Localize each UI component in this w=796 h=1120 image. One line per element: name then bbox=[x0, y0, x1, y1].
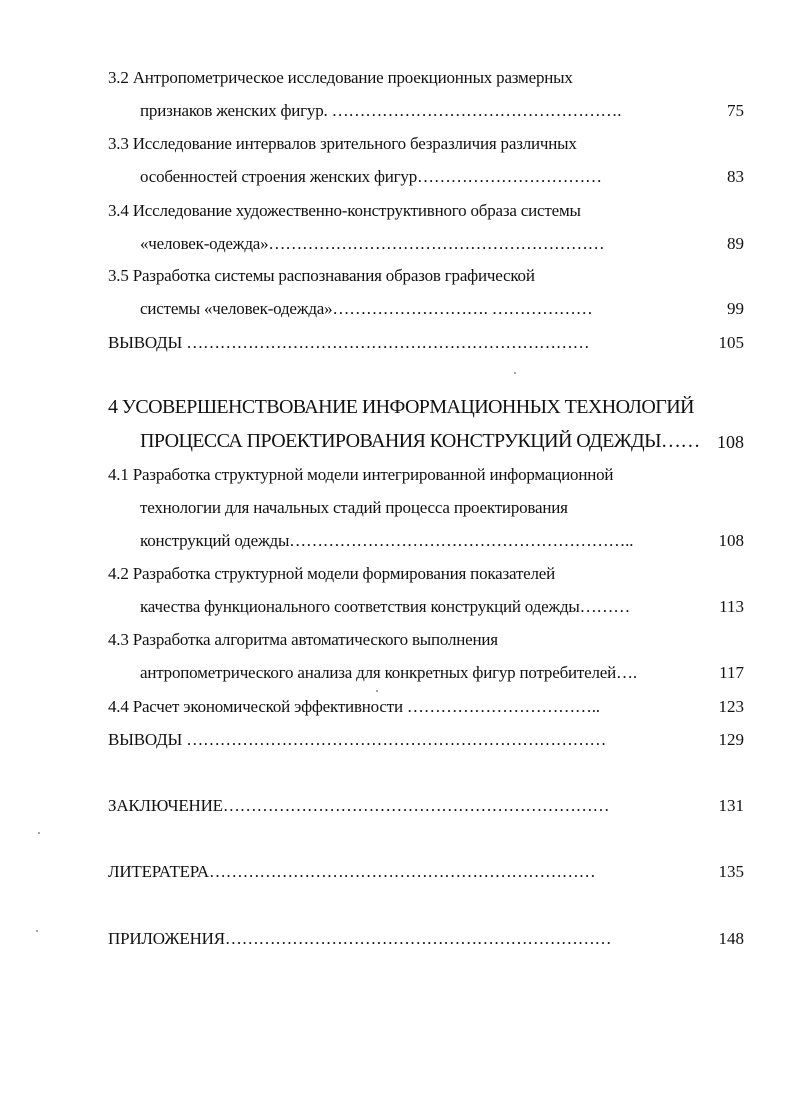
scan-speck bbox=[38, 832, 40, 834]
toc-entry-4-3-page: 117 bbox=[719, 663, 744, 682]
toc-entry-4-1-page: 108 bbox=[718, 531, 744, 550]
toc-entry-4-4-page: 123 bbox=[718, 697, 744, 716]
toc-chapter-4-title: 4 УСОВЕРШЕНСТВОВАНИЕ ИНФОРМАЦИОННЫХ ТЕХНОЛОГИЙ bbox=[108, 396, 694, 418]
toc-chapter-4-continuation: ПРОЦЕССА ПРОЕКТИРОВАНИЯ КОНСТРУКЦИЙ ОДЕЖДЫ…… bbox=[140, 430, 700, 452]
toc-entry-3-5-page: 99 bbox=[727, 299, 744, 318]
toc-entry-4-1-continuation-1: технологии для начальных стадий процесса проектирования bbox=[140, 498, 568, 517]
toc-entry-3-2-continuation: признаков женских фигур. ……………………………………………. bbox=[140, 101, 622, 120]
toc-entry-3-5-title: 3.5 Разработка системы распознавания образов графической bbox=[108, 266, 535, 285]
toc-entry-literature: ЛИТЕРАТЕРА…………………………………………………………… bbox=[108, 862, 596, 881]
toc-entry-literature-page: 135 bbox=[718, 862, 744, 881]
toc-entry-3-4-title: 3.4 Исследование художественно-конструктивного образа системы bbox=[108, 201, 581, 220]
toc-entry-4-2-continuation: качества функционального соответствия конструкций одежды……… bbox=[140, 597, 631, 616]
scan-speck bbox=[514, 372, 516, 374]
toc-entry-3-3-continuation: особенностей строения женских фигур…………………………… bbox=[140, 167, 602, 186]
toc-entry-appendices: ПРИЛОЖЕНИЯ…………………………………………………………… bbox=[108, 929, 612, 948]
toc-entry-4-1-continuation-2: конструкций одежды…………………………………………………….. bbox=[140, 531, 634, 550]
toc-entry-3-3-page: 83 bbox=[727, 167, 744, 186]
toc-entry-4-3-title: 4.3 Разработка алгоритма автоматического выполнения bbox=[108, 630, 498, 649]
toc-entry-3-4-continuation: «человек-одежда»…………………………………………………… bbox=[140, 234, 605, 253]
toc-entry-conclusions-4: ВЫВОДЫ ………………………………………………………………… bbox=[108, 730, 607, 749]
toc-entry-4-3-continuation: антропометрического анализа для конкретных фигур потребителей…. bbox=[140, 663, 637, 682]
toc-entry-conclusions-3: ВЫВОДЫ ……………………………………………………………… bbox=[108, 333, 590, 352]
toc-entry-conclusion-page: 131 bbox=[718, 796, 744, 815]
toc-entry-3-3-title: 3.3 Исследование интервалов зрительного безразличия различных bbox=[108, 134, 577, 153]
toc-entry-4-4-title: 4.4 Расчет экономической эффективности …………………………….. bbox=[108, 697, 600, 716]
toc-entry-4-1-title: 4.1 Разработка структурной модели интегрированной информационной bbox=[108, 465, 614, 484]
toc-entry-appendices-page: 148 bbox=[718, 929, 744, 948]
toc-entry-3-2-page: 75 bbox=[727, 101, 744, 120]
toc-entry-3-5-continuation: системы «человек-одежда»………………………. ……………… bbox=[140, 299, 593, 318]
toc-entry-conclusion: ЗАКЛЮЧЕНИЕ…………………………………………………………… bbox=[108, 796, 610, 815]
toc-entry-4-2-page: 113 bbox=[719, 597, 744, 616]
toc-entry-conclusions-4-page: 129 bbox=[718, 730, 744, 749]
toc-entry-conclusions-3-page: 105 bbox=[718, 333, 744, 352]
toc-entry-3-4-page: 89 bbox=[727, 234, 744, 253]
toc-entry-4-2-title: 4.2 Разработка структурной модели формирования показателей bbox=[108, 564, 556, 583]
scan-speck bbox=[36, 930, 38, 932]
scan-speck bbox=[376, 690, 378, 692]
toc-chapter-4-page: 108 bbox=[717, 432, 744, 452]
toc-entry-3-2-title: 3.2 Антропометрическое исследование проекционных размерных bbox=[108, 68, 573, 87]
